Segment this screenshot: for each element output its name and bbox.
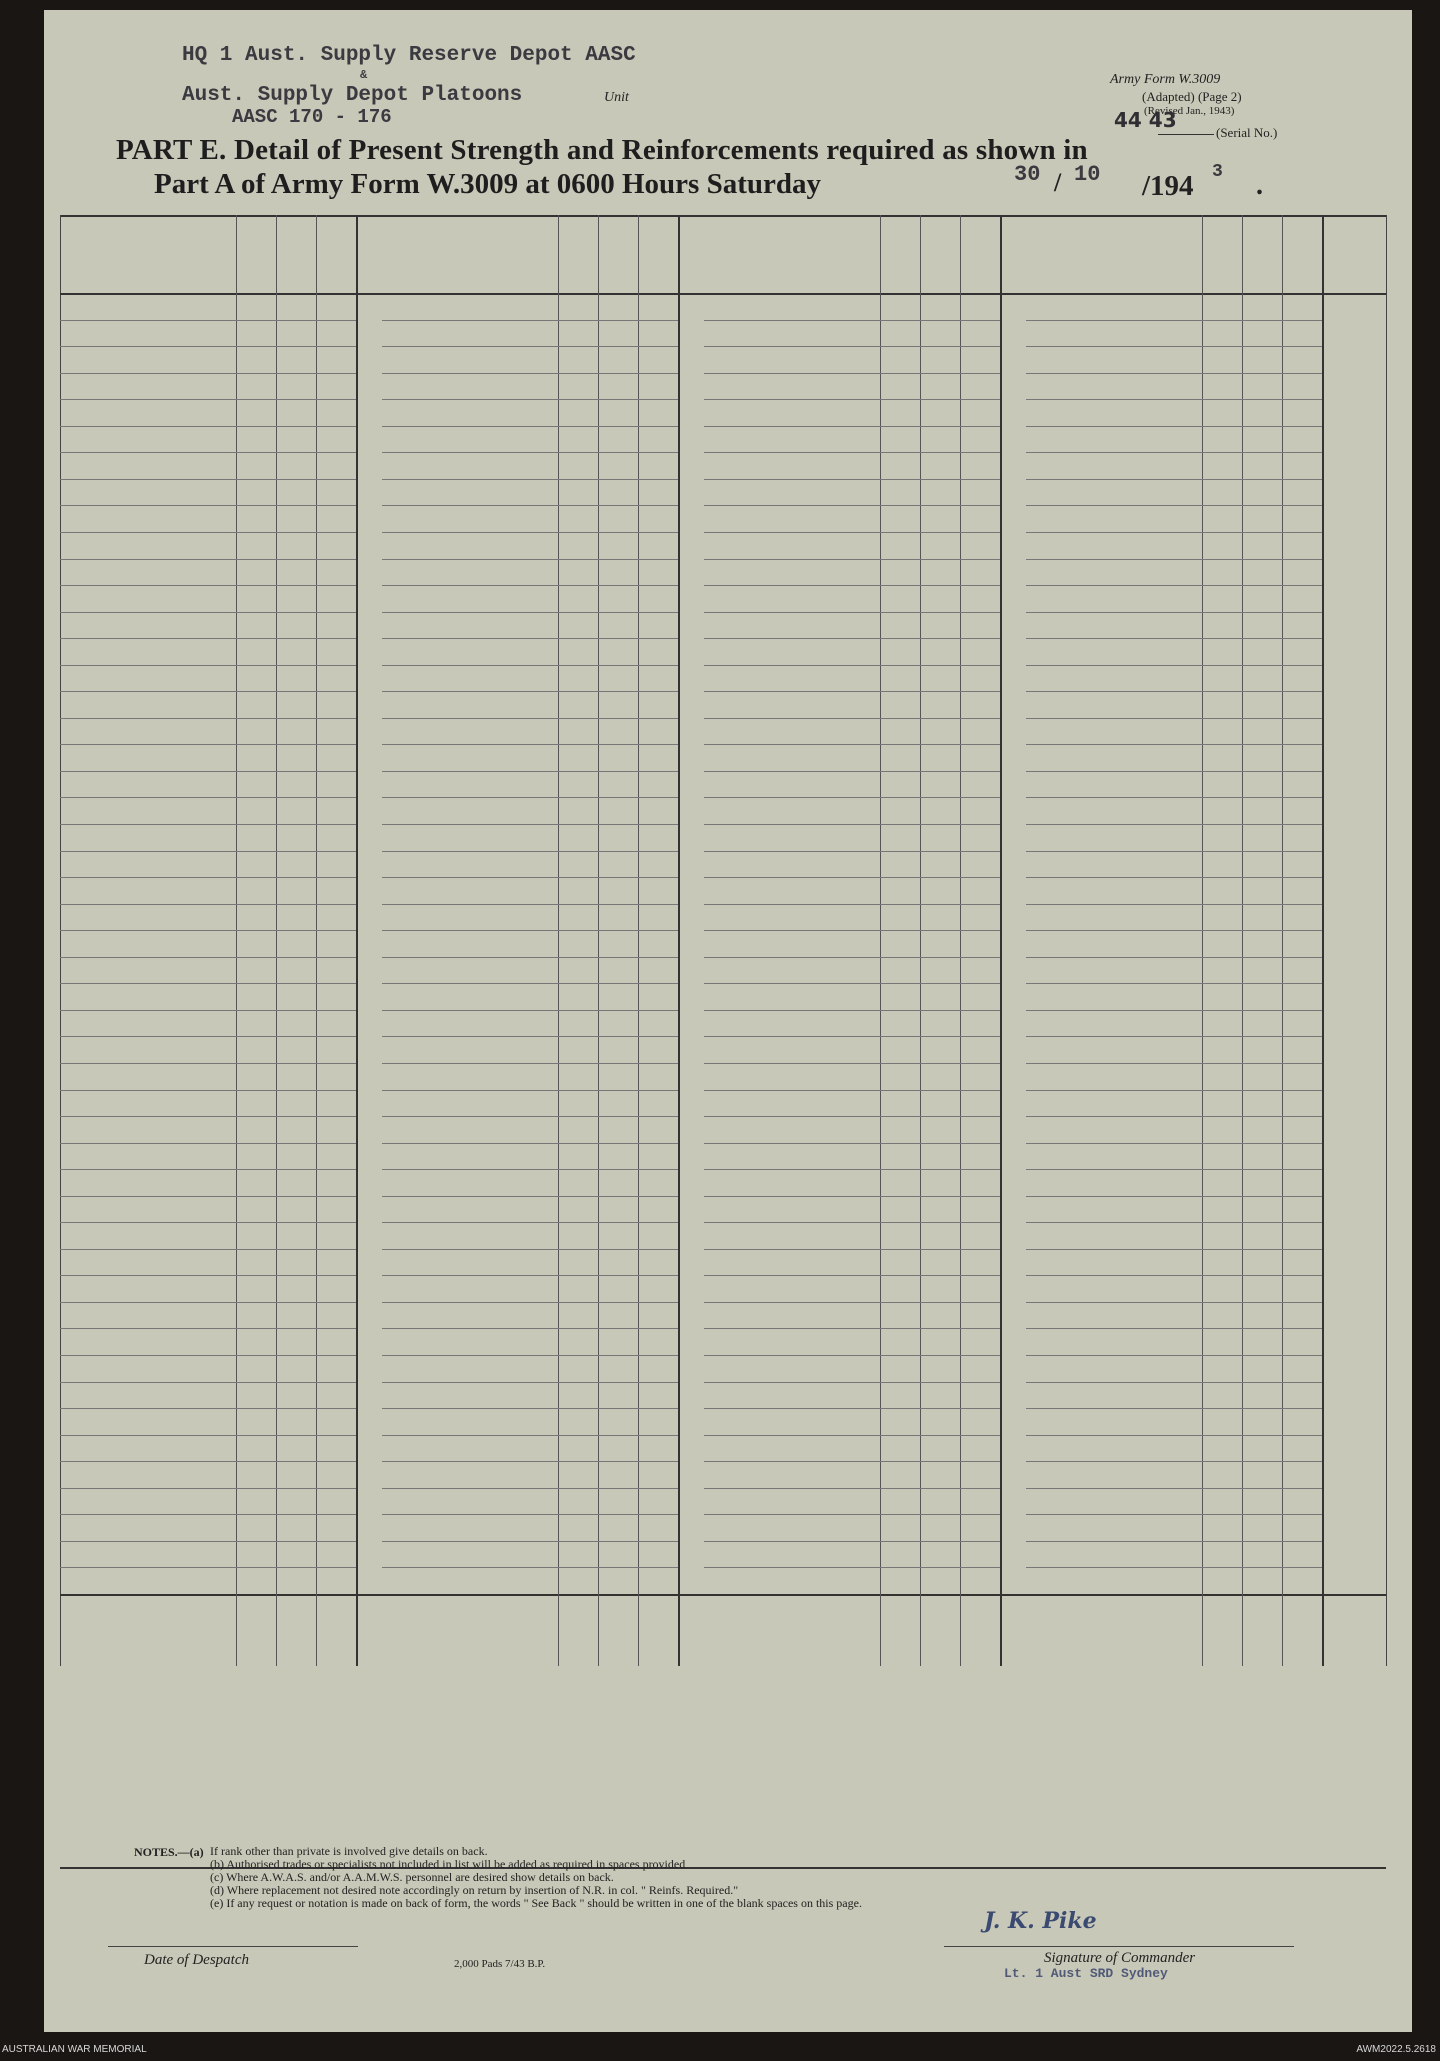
- row-rule: [60, 771, 356, 772]
- row-rule: [60, 1435, 356, 1436]
- row-rule: [60, 744, 356, 745]
- carried-forward-rule: [60, 1594, 1386, 1596]
- row-rule: [1026, 612, 1322, 613]
- row-rule: [382, 744, 678, 745]
- table-border-left: [60, 215, 61, 1666]
- row-rule: [382, 1382, 678, 1383]
- row-rule: [382, 771, 678, 772]
- row-rule: [704, 1408, 1000, 1409]
- row-rule: [704, 1514, 1000, 1515]
- row-rule: [382, 1355, 678, 1356]
- row-rule: [704, 426, 1000, 427]
- row-rule: [1026, 1514, 1322, 1515]
- row-rule: [60, 665, 356, 666]
- row-rule: [704, 1355, 1000, 1356]
- row-rule: [704, 1222, 1000, 1223]
- row-rule: [60, 1169, 356, 1170]
- col-header-reinf-2: [646, 213, 670, 293]
- row-rule: [60, 930, 356, 931]
- row-rule: [60, 505, 356, 506]
- row-rule: [60, 1328, 356, 1329]
- row-rule: [1026, 585, 1322, 586]
- row-rule: [382, 1036, 678, 1037]
- row-rule: [704, 346, 1000, 347]
- col-header-posted-3: [928, 213, 952, 293]
- row-rule: [382, 320, 678, 321]
- row-rule: [60, 824, 356, 825]
- row-rule: [60, 851, 356, 852]
- row-rule: [1026, 1116, 1322, 1117]
- row-rule: [382, 1275, 678, 1276]
- column-divider: [960, 215, 961, 1666]
- row-rule: [1026, 1567, 1322, 1568]
- row-rule: [704, 797, 1000, 798]
- row-rule: [60, 638, 356, 639]
- row-rule: [704, 744, 1000, 745]
- credit-left: AUSTRALIAN WAR MEMORIAL: [2, 2044, 147, 2055]
- serial-value: 44 43: [1114, 108, 1177, 132]
- column-divider: [880, 215, 881, 1666]
- row-rule: [60, 877, 356, 878]
- unit-stamp-amp: &: [360, 68, 368, 82]
- table-border-right: [1386, 215, 1387, 1666]
- row-rule: [382, 1461, 678, 1462]
- row-rule: [382, 612, 678, 613]
- col-header-we-2: [566, 213, 590, 293]
- row-rule: [704, 452, 1000, 453]
- column-divider: [638, 215, 639, 1666]
- row-rule: [704, 718, 1000, 719]
- row-rule: [382, 1169, 678, 1170]
- row-rule: [704, 771, 1000, 772]
- row-rule: [704, 1382, 1000, 1383]
- row-rule: [1026, 877, 1322, 878]
- row-rule: [60, 1382, 356, 1383]
- row-rule: [60, 1090, 356, 1091]
- signature-line: [944, 1946, 1294, 1947]
- row-rule: [1026, 452, 1322, 453]
- row-rule: [1026, 904, 1322, 905]
- row-rule: [704, 877, 1000, 878]
- row-rule: [704, 532, 1000, 533]
- row-rule: [382, 1302, 678, 1303]
- row-rule: [704, 1063, 1000, 1064]
- row-rule: [60, 904, 356, 905]
- row-rule: [382, 718, 678, 719]
- col-header-we-3: [888, 213, 912, 293]
- date-month: 10: [1074, 162, 1101, 187]
- row-rule: [60, 718, 356, 719]
- row-rule: [60, 1302, 356, 1303]
- date-sep: /: [1054, 168, 1062, 197]
- row-rule: [704, 399, 1000, 400]
- row-rule: [704, 1143, 1000, 1144]
- row-rule: [704, 851, 1000, 852]
- print-run: 2,000 Pads 7/43 B.P.: [454, 1958, 546, 1970]
- row-rule: [382, 983, 678, 984]
- row-rule: [704, 1435, 1000, 1436]
- row-rule: [1026, 1169, 1322, 1170]
- row-rule: [382, 824, 678, 825]
- row-rule: [60, 1036, 356, 1037]
- column-divider: [1282, 215, 1283, 1666]
- row-rule: [704, 1010, 1000, 1011]
- row-rule: [60, 691, 356, 692]
- row-rule: [60, 1355, 356, 1356]
- row-rule: [382, 638, 678, 639]
- row-rule: [382, 426, 678, 427]
- notes-label: NOTES.—(a): [134, 1845, 204, 1859]
- column-divider: [356, 215, 358, 1666]
- unit-stamp-line3: AASC 170 - 176: [232, 106, 392, 128]
- row-rule: [704, 638, 1000, 639]
- row-rule: [1026, 1010, 1322, 1011]
- row-rule: [704, 1090, 1000, 1091]
- row-rule: [704, 957, 1000, 958]
- row-rule: [382, 479, 678, 480]
- form-page: [44, 10, 1412, 2032]
- title-period: .: [1256, 170, 1263, 201]
- row-rule: [704, 1541, 1000, 1542]
- note-d: (d) Where replacement not desired note accordingly on return by insertion of N.R. in col. " Reinfs. Required.": [210, 1883, 739, 1897]
- row-rule: [382, 1010, 678, 1011]
- row-rule: [1026, 797, 1322, 798]
- col-header-we-1: [244, 213, 268, 293]
- date-of-despatch: Date of Despatch: [144, 1952, 249, 1968]
- row-rule: [60, 797, 356, 798]
- row-rule: [60, 1514, 356, 1515]
- row-rule: [60, 532, 356, 533]
- row-rule: [1026, 505, 1322, 506]
- row-rule: [60, 559, 356, 560]
- serial-underline: [1158, 134, 1214, 135]
- row-rule: [1026, 1541, 1322, 1542]
- row-rule: [704, 612, 1000, 613]
- row-rule: [1026, 426, 1322, 427]
- row-rule: [60, 585, 356, 586]
- row-rule: [1026, 691, 1322, 692]
- column-divider: [1322, 215, 1324, 1666]
- row-rule: [382, 559, 678, 560]
- strength-table: [60, 215, 1386, 1869]
- row-rule: [704, 479, 1000, 480]
- row-rule: [1026, 1249, 1322, 1250]
- commander-stamp: Lt. 1 Aust SRD Sydney: [1004, 1966, 1168, 1981]
- col-header-posted-4: [1250, 213, 1274, 293]
- row-rule: [1026, 983, 1322, 984]
- row-rule: [704, 824, 1000, 825]
- row-rule: [382, 1196, 678, 1197]
- row-rule: [60, 1488, 356, 1489]
- row-rule: [382, 1435, 678, 1436]
- column-divider: [678, 215, 680, 1666]
- row-rule: [704, 585, 1000, 586]
- row-rule: [1026, 320, 1322, 321]
- row-rule: [704, 1328, 1000, 1329]
- date-year-suffix: 3: [1212, 162, 1223, 182]
- row-rule: [60, 346, 356, 347]
- row-rule: [1026, 1302, 1322, 1303]
- row-rule: [1026, 665, 1322, 666]
- row-rule: [382, 346, 678, 347]
- row-rule: [382, 957, 678, 958]
- row-rule: [60, 1116, 356, 1117]
- form-ref-1: Army Form W.3009: [1110, 72, 1221, 87]
- row-rule: [1026, 373, 1322, 374]
- row-rule: [1026, 771, 1322, 772]
- col-header-reinf-3: [968, 213, 992, 293]
- form-ref-2: (Adapted) (Page 2): [1142, 89, 1242, 104]
- row-rule: [1026, 1461, 1322, 1462]
- row-rule: [1026, 718, 1322, 719]
- form-title-line1: PART E. Detail of Present Strength and Reinforcements required as shown in: [116, 134, 1088, 166]
- column-divider: [920, 215, 921, 1666]
- row-rule: [1026, 957, 1322, 958]
- note-c: (c) Where A.W.A.S. and/or A.A.M.W.S. personnel are desired show details on back.: [210, 1870, 614, 1884]
- row-rule: [60, 373, 356, 374]
- row-rule: [704, 559, 1000, 560]
- row-rule: [1026, 1488, 1322, 1489]
- row-rule: [60, 1461, 356, 1462]
- row-rule: [60, 1275, 356, 1276]
- row-rule: [60, 1196, 356, 1197]
- row-rule: [382, 399, 678, 400]
- row-rule: [382, 1567, 678, 1568]
- row-rule: [382, 797, 678, 798]
- row-rule: [704, 1567, 1000, 1568]
- row-rule: [1026, 744, 1322, 745]
- row-rule: [1026, 1196, 1322, 1197]
- row-rule: [704, 1116, 1000, 1117]
- unit-stamp-line2: Aust. Supply Depot Platoons: [182, 84, 523, 107]
- row-rule: [1026, 1143, 1322, 1144]
- note-e: (e) If any request or notation is made on back of form, the words " See Back " should be written in one of the blank spaces on this page.: [210, 1896, 862, 1910]
- row-rule: [1026, 346, 1322, 347]
- row-rule: [60, 1408, 356, 1409]
- despatch-line: [108, 1946, 358, 1947]
- row-rule: [382, 1514, 678, 1515]
- col-header-we-4: [1210, 213, 1234, 293]
- row-rule: [1026, 479, 1322, 480]
- row-rule: [382, 585, 678, 586]
- column-divider: [236, 215, 237, 1666]
- row-rule: [1026, 824, 1322, 825]
- row-rule: [704, 1461, 1000, 1462]
- col-header-posted-1: [284, 213, 308, 293]
- row-rule: [704, 665, 1000, 666]
- row-rule: [704, 1275, 1000, 1276]
- row-rule: [1026, 532, 1322, 533]
- row-rule: [60, 1010, 356, 1011]
- row-rule: [60, 1567, 356, 1568]
- column-divider: [316, 215, 317, 1666]
- col-header-reinf-4: [1290, 213, 1314, 293]
- row-rule: [60, 1249, 356, 1250]
- row-rule: [1026, 1063, 1322, 1064]
- column-divider: [1000, 215, 1002, 1666]
- row-rule: [704, 373, 1000, 374]
- row-rule: [1026, 1090, 1322, 1091]
- row-rule: [382, 1488, 678, 1489]
- signature-label: Signature of Commander: [1044, 1950, 1196, 1966]
- row-rule: [704, 1036, 1000, 1037]
- col-header-posted-2: [606, 213, 630, 293]
- row-rule: [1026, 930, 1322, 931]
- header-rule: [60, 293, 1386, 295]
- row-rule: [382, 665, 678, 666]
- row-rule: [704, 1302, 1000, 1303]
- row-rule: [60, 957, 356, 958]
- row-rule: [704, 983, 1000, 984]
- row-rule: [382, 1090, 678, 1091]
- row-rule: [382, 877, 678, 878]
- col-header-reinf-1: [324, 213, 348, 293]
- row-rule: [704, 1249, 1000, 1250]
- row-rule: [382, 1249, 678, 1250]
- row-rule: [704, 1169, 1000, 1170]
- row-rule: [382, 505, 678, 506]
- column-divider: [276, 215, 277, 1666]
- row-rule: [1026, 1275, 1322, 1276]
- row-rule: [60, 983, 356, 984]
- row-rule: [60, 320, 356, 321]
- form-title-line2: Part A of Army Form W.3009 at 0600 Hours Saturday: [154, 168, 821, 200]
- row-rule: [382, 1143, 678, 1144]
- form-ref-3: (Revised Jan., 1943): [1144, 105, 1235, 117]
- row-rule: [1026, 1435, 1322, 1436]
- row-rule: [382, 1063, 678, 1064]
- row-rule: [60, 1541, 356, 1542]
- row-rule: [60, 1063, 356, 1064]
- date-year-prefix: /194: [1142, 170, 1194, 202]
- serial-label: (Serial No.): [1216, 125, 1278, 140]
- row-rule: [1026, 638, 1322, 639]
- row-rule: [1026, 1222, 1322, 1223]
- row-rule: [382, 691, 678, 692]
- note-a: If rank other than private is involved give details on back.: [210, 1844, 488, 1858]
- row-rule: [704, 691, 1000, 692]
- row-rule: [382, 452, 678, 453]
- column-divider: [598, 215, 599, 1666]
- row-rule: [1026, 399, 1322, 400]
- notes-body: [210, 1845, 862, 1910]
- row-rule: [60, 399, 356, 400]
- row-rule: [60, 1222, 356, 1223]
- row-rule: [382, 1408, 678, 1409]
- row-rule: [60, 452, 356, 453]
- row-rule: [382, 373, 678, 374]
- row-rule: [382, 851, 678, 852]
- row-rule: [704, 904, 1000, 905]
- unit-stamp-line1: HQ 1 Aust. Supply Reserve Depot AASC: [182, 44, 636, 67]
- commander-signature: J. K. Pike: [984, 1908, 1097, 1934]
- row-rule: [382, 532, 678, 533]
- row-rule: [60, 479, 356, 480]
- row-rule: [382, 1116, 678, 1117]
- row-rule: [382, 1541, 678, 1542]
- row-rule: [704, 1196, 1000, 1197]
- column-divider: [558, 215, 559, 1666]
- row-rule: [1026, 1408, 1322, 1409]
- row-rule: [704, 505, 1000, 506]
- column-divider: [1202, 215, 1203, 1666]
- row-rule: [704, 930, 1000, 931]
- row-rule: [1026, 1355, 1322, 1356]
- row-rule: [382, 1222, 678, 1223]
- row-rule: [1026, 1036, 1322, 1037]
- date-day: 30: [1014, 162, 1041, 187]
- unit-label: Unit: [604, 90, 629, 105]
- row-rule: [382, 930, 678, 931]
- row-rule: [382, 1328, 678, 1329]
- row-rule: [1026, 559, 1322, 560]
- row-rule: [1026, 1328, 1322, 1329]
- row-rule: [1026, 1382, 1322, 1383]
- row-rule: [382, 904, 678, 905]
- row-rule: [60, 1143, 356, 1144]
- credit-right: AWM2022.5.2618: [1356, 2044, 1436, 2055]
- column-divider: [1242, 215, 1243, 1666]
- row-rule: [60, 612, 356, 613]
- row-rule: [704, 320, 1000, 321]
- row-rule: [60, 426, 356, 427]
- row-rule: [704, 1488, 1000, 1489]
- row-rule: [1026, 851, 1322, 852]
- note-b: (b) Authorised trades or specialists not included in list will be added as required in spaces provided: [210, 1857, 686, 1871]
